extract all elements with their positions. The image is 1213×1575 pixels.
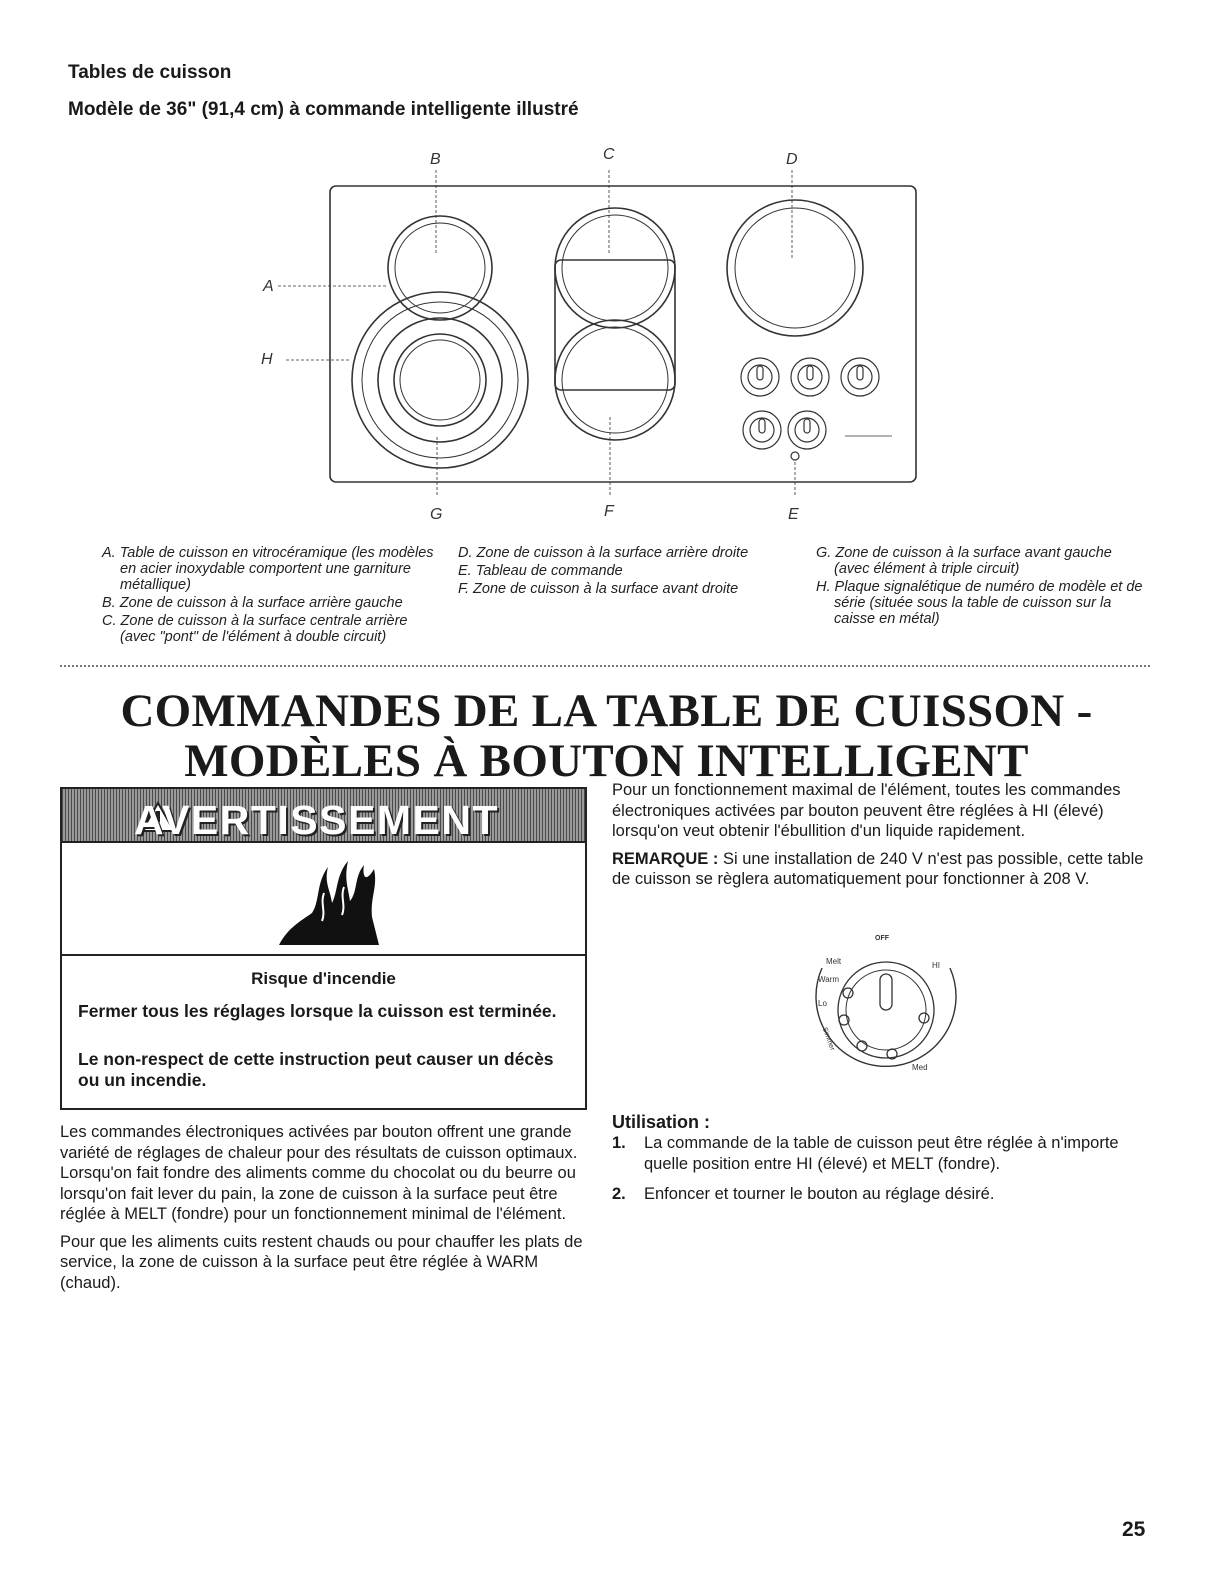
label-a: A	[263, 278, 274, 295]
legend-item-d: D. Zone de cuisson à la surface arrière droite	[458, 545, 749, 561]
label-g: G	[430, 506, 443, 523]
step-number: 2.	[612, 1185, 626, 1203]
legend-item-g: G. Zone de cuisson à la surface avant gauche (avec élément à triple circuit)	[816, 545, 1112, 577]
legend-item-e: E. Tableau de commande	[458, 563, 623, 579]
warning-consequence: Le non-respect de cette instruction peut causer un décès ou un incendie.	[78, 1049, 554, 1090]
label-b: B	[430, 151, 441, 168]
legend-item-h: H. Plaque signalétique de numéro de modèle et de série (située sous la table de cuisson sur la caisse en métal)	[816, 579, 1143, 627]
label-e: E	[788, 506, 799, 523]
step-text: Enfoncer et tourner le bouton au réglage désiré.	[644, 1185, 995, 1203]
note-label: REMARQUE :	[612, 849, 719, 868]
control-panel	[741, 358, 892, 460]
paragraph-melt: Les commandes électroniques activées par bouton offrent une grande variété de réglages de chaleur pour des résultats de cuisson optimaux. Lorsqu'on fait fondre des aliments comme du chocolat ou du beurre ou lorsqu'on fait lever du pain, la zone de cuisson à la surface peut être réglée à MELT (fondre) pour un fonctionnement minimal de l'élément.	[60, 1123, 578, 1223]
knob-label-simmer: Simmer	[820, 1026, 836, 1052]
legend-column-2	[458, 545, 798, 597]
label-h: H	[261, 351, 273, 368]
label-f: F	[604, 503, 614, 520]
step-number: 1.	[612, 1134, 626, 1152]
section-divider	[60, 665, 1150, 667]
knob-label-melt: Melt	[826, 957, 842, 966]
usage-step	[612, 1184, 1152, 1205]
legend-column-3	[816, 545, 1146, 627]
burner-center-rear-bridge	[555, 208, 675, 390]
legend-item-a: A. Table de cuisson en vitrocéramique (les modèles en acier inoxydable comportent une garniture métallique)	[102, 545, 434, 593]
note-text: Si une installation de 240 V n'est pas possible, cette table de cuisson se règlera automatiquement pour fonctionner à 208 V.	[612, 849, 1144, 888]
fire-icon	[274, 857, 384, 947]
warning-risk-title: Risque d'incendie	[251, 969, 396, 988]
left-column-text	[60, 1122, 595, 1300]
section-title: Tables de cuisson	[68, 62, 232, 83]
paragraph-hi: Pour un fonctionnement maximal de l'élément, toutes les commandes électroniques activées par bouton peuvent être réglées à HI (élevé) lorsqu'on veut obtenir l'ébullition d'un liquide rapidement.	[612, 781, 1121, 840]
knob-diagram	[800, 928, 960, 1088]
legend-item-f: F. Zone de cuisson à la surface avant droite	[458, 581, 739, 597]
label-c: C	[603, 146, 615, 163]
usage-steps	[612, 1133, 1152, 1215]
legend-column-1	[102, 545, 442, 645]
right-column-text	[612, 780, 1152, 897]
warning-header: AVERTISSEMENT	[134, 797, 499, 843]
knob-label-hi: HI	[932, 961, 940, 970]
legend-item-b: B. Zone de cuisson à la surface arrière gauche	[102, 595, 403, 611]
legend-item-c: C. Zone de cuisson à la surface centrale arrière (avec "pont" de l'élément à double circuit)	[102, 613, 408, 645]
warning-instruction: Fermer tous les réglages lorsque la cuisson est terminée.	[78, 1001, 557, 1021]
burner-right-rear	[727, 200, 863, 336]
label-d: D	[786, 151, 798, 168]
warning-divider	[62, 954, 585, 956]
burner-left-rear	[388, 216, 492, 320]
usage-step	[612, 1133, 1152, 1174]
usage-heading: Utilisation :	[612, 1112, 710, 1132]
warning-header-bar	[62, 789, 585, 843]
paragraph-warm: Pour que les aliments cuits restent chauds ou pour chauffer les plats de service, la zone de cuisson à la surface peut être réglée à WARM (chaud).	[60, 1232, 583, 1292]
knob-label-lo: Lo	[818, 999, 827, 1008]
burner-left-front-triple	[352, 292, 528, 468]
cooktop-diagram	[0, 140, 1213, 540]
page-number: 25	[1122, 1518, 1146, 1541]
figure-subtitle: Modèle de 36" (91,4 cm) à commande intelligente illustré	[68, 99, 579, 120]
warning-box	[60, 787, 587, 1110]
main-title: COMMANDES DE LA TABLE DE CUISSON - MODÈLES À BOUTON INTELLIGENT	[120, 685, 1093, 787]
knob-label-med: Med	[912, 1063, 928, 1072]
step-text: La commande de la table de cuisson peut être réglée à n'importe quelle position entre HI (élevé) et MELT (fondre).	[644, 1134, 1119, 1173]
knob-label-warm: Warm	[818, 975, 840, 984]
burner-center-front	[555, 320, 675, 440]
note-paragraph	[612, 849, 1152, 890]
knob-label-off: OFF	[875, 935, 889, 942]
